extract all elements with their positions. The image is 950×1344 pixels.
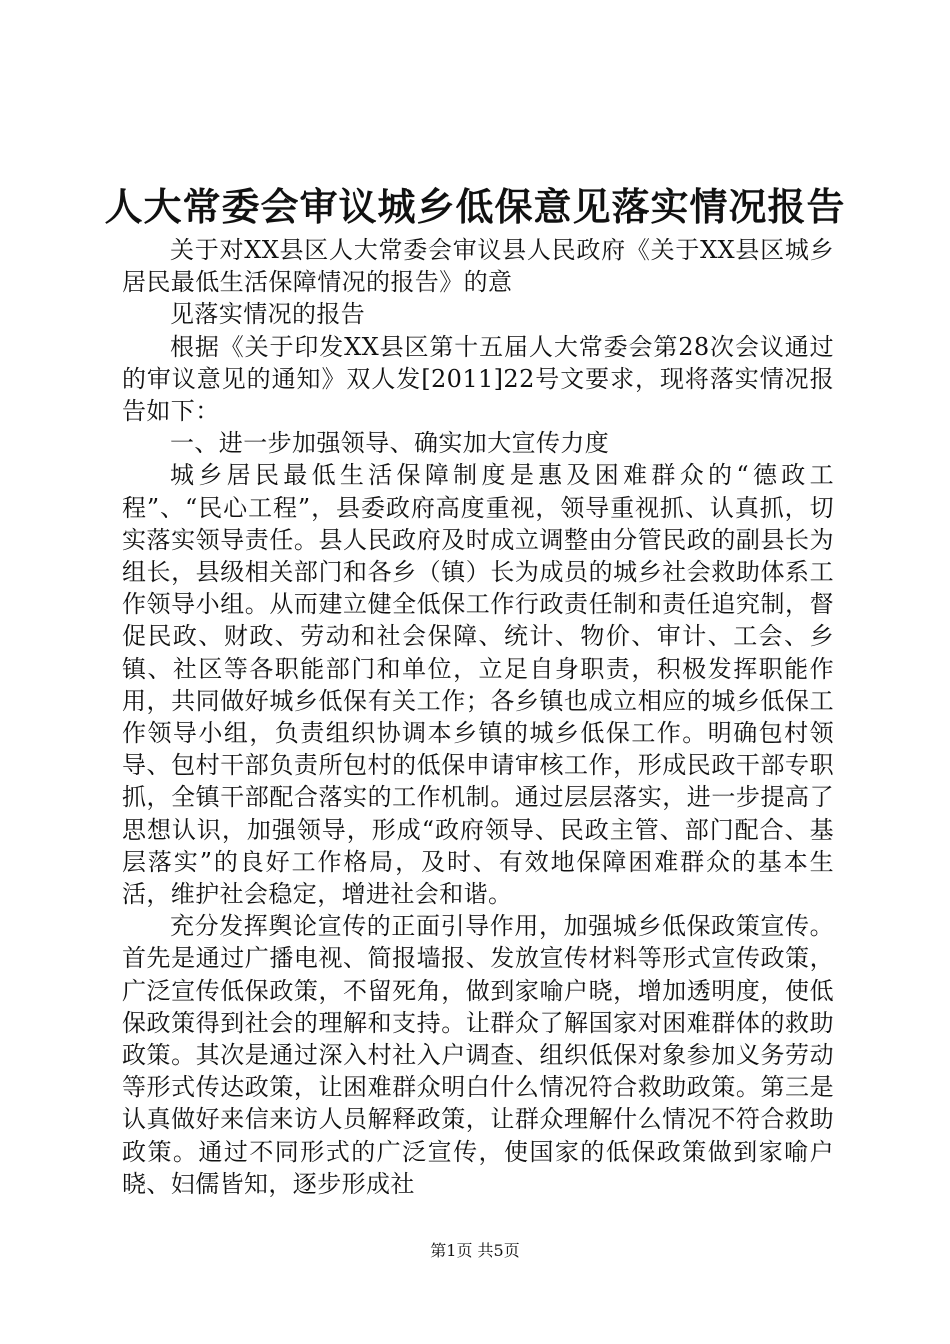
section-heading-1: 一、进一步加强领导、确实加大宣传力度	[170, 429, 610, 458]
document-body	[122, 234, 834, 1200]
document-title: 人大常委会审议城乡低保意见落实情况报告	[104, 184, 846, 229]
paragraph-leadership: 城乡居民最低生活保障制度是惠及困难群众的“德政工程”、“民心工程”，县委政府高度重视，领导重视抓、认真抓，切实落实领导责任。县人民政府及时成立调整由分管民政的副县长为组长，县级相关部门和各乡（镇）长为成员的城乡社会救助体系工作领导小组。从而建立健全低保工作行政责任制和责任追究制，督促民政、财政、劳动和社会保障、统计、物价、审计、工会、乡镇、社区等各职能部门和单位，立足自身职责，积极发挥职能作用，共同做好城乡低保有关工作；各乡镇也成立相应的城乡低保工作领导小组，负责组织协调本乡镇的城乡低保工作。明确包村领导、包村干部负责所包村的低保申请审核工作，形成民政干部专职抓，全镇干部配合落实的工作机制。通过层层落实，进一步提高了思想认识，加强领导，形成“政府领导、民政主管、部门配合、基层落实”的良好工作格局，及时、有效地保障困难群众的基本生活，维护社会稳定，增进社会和谐。	[122, 461, 834, 909]
paragraph-intro: 根据《关于印发XX县区第十五届人大常委会第28次会议通过的审议意见的通知》双人发[2011]22号文要求，现将落实情况报告如下：	[122, 332, 834, 426]
paragraph-subtitle-line1: 关于对XX县区人大常委会审议县人民政府《关于XX县区城乡居民最低生活保障情况的报告》的意	[122, 236, 834, 297]
paragraph-publicity: 充分发挥舆论宣传的正面引导作用，加强城乡低保政策宣传。首先是通过广播电视、简报墙报、发放宣传材料等形式宣传政策，广泛宣传低保政策，不留死角，做到家喻户晓，增加透明度，使低保政策得到社会的理解和支持。让群众了解国家对困难群体的救助政策。其次是通过深入村社入户调查、组织低保对象参加义务劳动等形式传达政策，让困难群众明白什么情况符合救助政策。第三是认真做好来信来访人员解释政策，让群众理解什么情况不符合救助政策。通过不同形式的广泛宣传，使国家的低保政策做到家喻户晓、妇儒皆知，逐步形成社	[122, 912, 834, 1198]
page-footer: 第1页 共5页	[430, 1241, 520, 1260]
paragraph-subtitle-line2: 见落实情况的报告	[170, 300, 366, 329]
